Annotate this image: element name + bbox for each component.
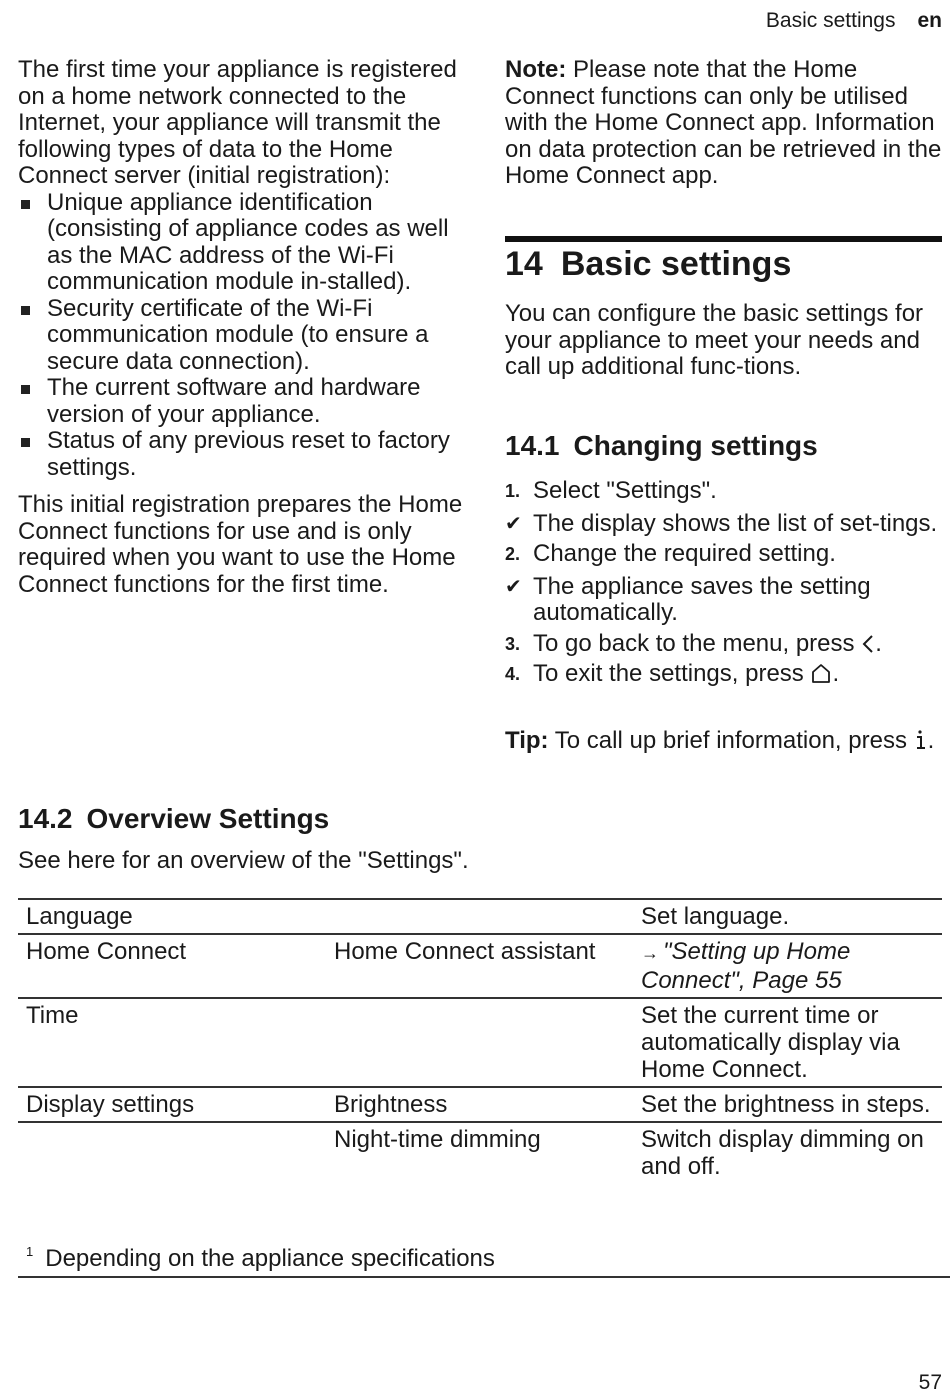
table-cell: Time bbox=[18, 998, 326, 1087]
tip-paragraph: Tip: To call up brief information, press . bbox=[505, 727, 935, 754]
overview-intro: See here for an overview of the "Settings". bbox=[18, 847, 469, 874]
arrow-icon: → bbox=[641, 943, 659, 963]
table-cell: Home Connect assistant bbox=[326, 934, 633, 998]
cross-reference-link[interactable]: "Setting up Home Connect", Page 55 bbox=[641, 938, 851, 994]
list-item: Status of any previous reset to factory settings. bbox=[18, 428, 463, 481]
chapter-intro: You can configure the basic settings for your appliance to meet your needs and call up additional func-tions. bbox=[505, 300, 924, 380]
table-row bbox=[18, 998, 942, 1087]
footnote-text: Depending on the appliance specifications bbox=[45, 1245, 495, 1272]
step-text: Change the required setting. bbox=[533, 540, 836, 567]
settings-table bbox=[18, 898, 942, 1183]
home-icon bbox=[810, 662, 832, 684]
result-item bbox=[505, 574, 942, 627]
table-cell: Switch display dimming on and off. bbox=[633, 1122, 942, 1183]
table-cell: Set the brightness in steps. bbox=[633, 1087, 942, 1122]
check-icon: ✔ bbox=[505, 575, 522, 598]
step-text: Select "Settings". bbox=[533, 477, 717, 504]
table-cell: Set language. bbox=[633, 899, 942, 934]
running-header bbox=[766, 8, 942, 35]
table-cell: Display settings bbox=[18, 1087, 326, 1122]
list-item: Security certificate of the Wi-Fi communication module (to ensure a secure data connection). bbox=[18, 296, 463, 376]
section-heading-overview bbox=[18, 802, 918, 836]
step-text: To go back to the menu, press bbox=[533, 629, 862, 657]
header-language: en bbox=[917, 9, 942, 32]
step-text: The appliance saves the setting automatically. bbox=[533, 572, 871, 626]
section-heading-changing bbox=[505, 429, 942, 463]
table-row bbox=[18, 1122, 942, 1183]
right-column bbox=[505, 57, 945, 190]
info-icon bbox=[914, 729, 928, 751]
list-item: The current software and hardware version of your appliance. bbox=[18, 375, 463, 428]
table-row bbox=[18, 934, 942, 998]
tip-text: To call up brief information, press bbox=[548, 727, 914, 754]
note-text: Please note that the Home Connect functions can only be utilised with the Home Connect app. Information on data protection can be retrieved in the Home Connect app. bbox=[505, 56, 942, 189]
table-cell: Home Connect bbox=[18, 934, 326, 998]
table-cell: Night-time dimming bbox=[326, 1122, 633, 1183]
check-icon: ✔ bbox=[505, 512, 522, 535]
footnote-marker: 1 bbox=[26, 1244, 34, 1259]
table-footnote bbox=[18, 1236, 950, 1278]
section-title: Overview Settings bbox=[86, 803, 330, 834]
chapter-number: 14 bbox=[505, 245, 543, 283]
data-types-list bbox=[18, 190, 463, 482]
list-item: Unique appliance identification (consisting of appliance codes as well as the MAC address of the Wi-Fi communication module in-stalled). bbox=[18, 190, 463, 296]
table-cell: Language bbox=[18, 899, 326, 934]
note-label: Note: bbox=[505, 56, 567, 83]
page-number: 57 bbox=[918, 1371, 942, 1394]
header-section: Basic settings bbox=[765, 9, 896, 32]
step-text: The display shows the list of set-tings. bbox=[533, 509, 938, 537]
chapter-rule bbox=[505, 236, 942, 242]
section-number: 14.1 bbox=[505, 430, 560, 461]
step-marker: 1. bbox=[505, 481, 521, 501]
registration-outro: This initial registration prepares the Home Connect functions for use and is only required when you want to use the Home Connect functions for the first time. bbox=[18, 491, 463, 598]
step-item bbox=[505, 478, 942, 505]
table-cell bbox=[326, 899, 633, 934]
result-item bbox=[505, 511, 942, 538]
registration-intro: The first time your appliance is registered on a home network connected to the Internet, your appliance will transmit the following types of data to the Home Connect server (initial registration): bbox=[18, 56, 457, 189]
table-row bbox=[18, 1087, 942, 1122]
step-marker: 4. bbox=[505, 664, 521, 684]
table-cell: Brightness bbox=[326, 1087, 633, 1122]
chapter-title-text: Basic settings bbox=[560, 245, 792, 283]
step-item bbox=[505, 541, 942, 568]
table-cell bbox=[18, 1122, 326, 1183]
note-paragraph bbox=[505, 57, 945, 190]
section-number: 14.2 bbox=[18, 803, 73, 834]
table-cell: Set the current time or automatically display via Home Connect. bbox=[633, 998, 942, 1087]
section-title: Changing settings bbox=[573, 430, 818, 461]
tip-label: Tip: bbox=[505, 727, 549, 754]
step-text: To exit the settings, press bbox=[533, 660, 811, 687]
table-row bbox=[18, 899, 942, 934]
overview-section bbox=[18, 802, 918, 875]
step-item: 4. To exit the settings, press . bbox=[505, 660, 840, 687]
step-marker: 3. bbox=[505, 633, 521, 654]
left-column bbox=[18, 57, 463, 598]
step-item: 3. To go back to the menu, press . bbox=[505, 629, 882, 657]
table-cell bbox=[326, 998, 633, 1087]
step-marker: 2. bbox=[505, 544, 521, 564]
chapter-title bbox=[505, 243, 791, 285]
steps-list bbox=[505, 478, 942, 688]
back-chevron-icon bbox=[861, 634, 875, 654]
table-cell bbox=[633, 934, 942, 998]
